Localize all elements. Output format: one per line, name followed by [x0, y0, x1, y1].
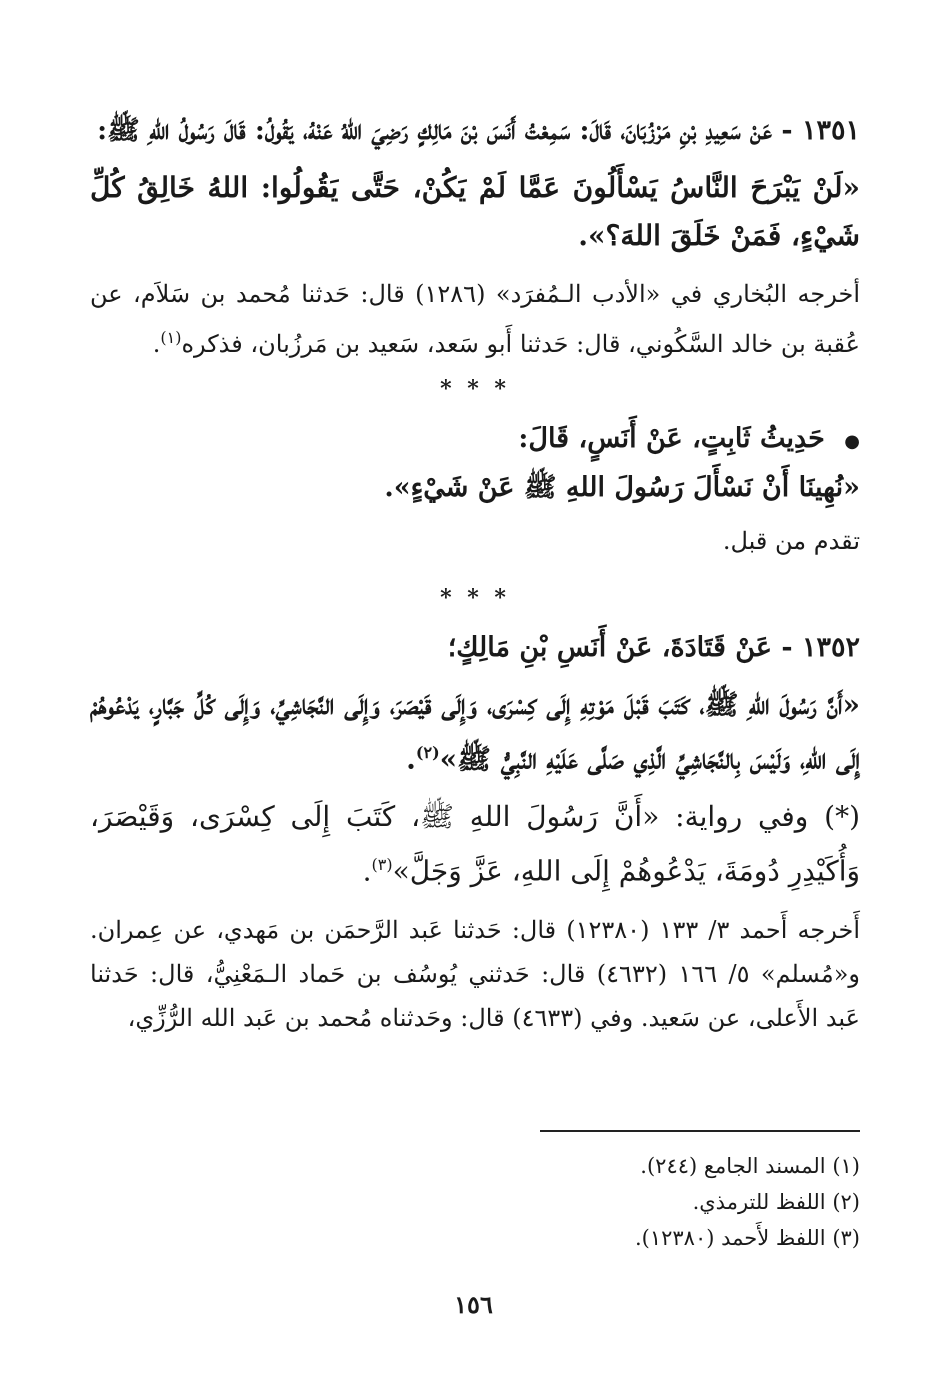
main-text — [90, 108, 860, 1050]
hadith-1352-isnad: ١٣٥٢ - عَنْ قَتَادَةَ، عَنْ أَنَسِ بْنِ مَالِكٍ؛ — [447, 632, 860, 663]
takhrij-text: أخرجه البُخاري في «الأدب الـمُفرَد» (١٢٨٦) قال: حَدثنا مُحمد بن سَلاَم، عن عُقبة بن خالد السَّكُوني، قال: حَدثنا أَبو سَعد، سَعيد بن مَرزُبان، فذكره — [90, 280, 861, 358]
hadith-1351-takhrij: أخرجه البُخاري في «الأدب الـمُفرَد» (١٢٨٦) قال: حَدثنا مُحمد بن سَلاَم، عن عُقبة بن خالد السَّكُوني، قال: حَدثنا أَبو سَعد، سَعيد بن مَرزُبان، فذكره$^{(١)}$. — [90, 280, 861, 358]
hadith-1352-matn: «أَنَّ رَسُولَ اللهِ ﷺ، كَتَبَ قَبْلَ مَوْتِهِ إِلَى كِسْرَى، وَإِلَى قَيْصَرَ، وَإِلَى النَّجَاشِيِّ، وَإِلَى كُلِّ جَبَّارٍ، يَدْعُوهُمْ إِلَى اللهِ، وَلَيْسَ بِالنَّجَاشِيِّ الَّذِي صَلَّى عَلَيْهِ النَّبِيُّ ﷺ»$^{(٢)}$. — [90, 688, 860, 776]
section-separator: * * * — [440, 376, 510, 402]
footnote-3: (٣) اللفظ لأَحمد (١٢٣٨٠). — [634, 1226, 860, 1250]
footnote-1: (١) المسند الجامع (٢٤٤). — [640, 1154, 860, 1178]
matn-text: «أَنَّ رَسُولَ اللهِ ﷺ، كَتَبَ قَبْلَ مَوْتِهِ إِلَى كِسْرَى، وَإِلَى قَيْصَرَ، وَإِلَى النَّجَاشِيِّ، وَإِلَى كُلِّ جَبَّارٍ، يَدْعُوهُمْ إِلَى اللهِ، وَلَيْسَ بِالنَّجَاشِيِّ الَّذِي صَلَّى عَلَيْهِ النَّبِيُّ ﷺ» — [90, 688, 860, 776]
hadith-1352-takhrij: أَخرجه أَحمد ٣/ ١٣٣ (١٢٣٨٠) قال: حَدثنا عَبد الرَّحمَن بن مَهدي، عن عِمران. و«مُسلم» ٥/ ١٦٦ (٤٦٣٢) قال: حَدثني يُوسُف بن حَماد الـمَعْنِيُّ، قال: حَدثنا عَبد الأَعلى، عن سَعيد. وفي (٤٦٣٣) قال: وحَدثناه مُحمد بن عَبد الله الرُّزِّي، — [90, 915, 861, 1032]
footnotes — [90, 1148, 860, 1256]
footnote-ref-3[interactable]: (٣) — [371, 855, 393, 875]
footnote-ref-2[interactable]: (٢) — [415, 743, 440, 762]
footnote-ref-1[interactable]: (١) — [160, 328, 182, 347]
riwaya-text: (*) وفي رواية: «أَنَّ رَسُولَ اللهِ ﷺ، كَتَبَ إِلَى كِسْرَى، وَقَيْصَرَ، وَأُكَيْدِرِ دُومَةَ، يَدْعُوهُمْ إِلَى اللهِ، عَزَّ وَجَلَّ» — [90, 800, 860, 888]
thabit-head-text: حَدِيثُ ثَابِتٍ، عَنْ أَنَسٍ، قَالَ: — [518, 423, 825, 454]
bullet-icon: ● — [844, 431, 860, 452]
footnote-2: (٢) اللفظ للترمذي. — [692, 1190, 860, 1214]
thabit-heading — [90, 416, 860, 465]
page-number: ١٥٦ — [454, 1290, 493, 1319]
hadith-1352-riwaya: (*) وفي رواية: «أَنَّ رَسُولَ اللهِ ﷺ، كَتَبَ إِلَى كِسْرَى، وَقَيْصَرَ، وَأُكَيْدِرِ دُومَةَ، يَدْعُوهُمْ إِلَى اللهِ، عَزَّ وَجَلَّ»$^{(٣)}$. — [90, 800, 860, 888]
footnote-divider — [540, 1130, 860, 1132]
hadith-1351-matn: «لَنْ يَبْرَحَ النَّاسُ يَسْأَلُونَ عَمَّا لَمْ يَكُنْ، حَتَّى يَقُولُوا: اللهُ خَالِقُ كُلِّ شَيْءٍ، فَمَنْ خَلَقَ اللهَ؟». — [90, 171, 860, 252]
thabit-matn: «نُهِينَا أَنْ نَسْأَلَ رَسُولَ اللهِ ﷺ عَنْ شَيْءٍ». — [384, 472, 860, 503]
hadith-1351 — [90, 108, 860, 154]
section-separator-2: * * * — [440, 585, 510, 611]
hadith-1351-isnad: ١٣٥١ - عَنْ سَعِيدِ بْنِ مَرْزُبَانَ، قَالَ: سَمِعْتُ أَنَسَ بْنَ مَالِكٍ رَضِيَ اللهُ عَنْهُ، يَقُولُ: قَالَ رَسُولُ اللهِ ﷺ: — [97, 115, 860, 146]
thabit-note: تقدم من قبل. — [722, 527, 860, 555]
